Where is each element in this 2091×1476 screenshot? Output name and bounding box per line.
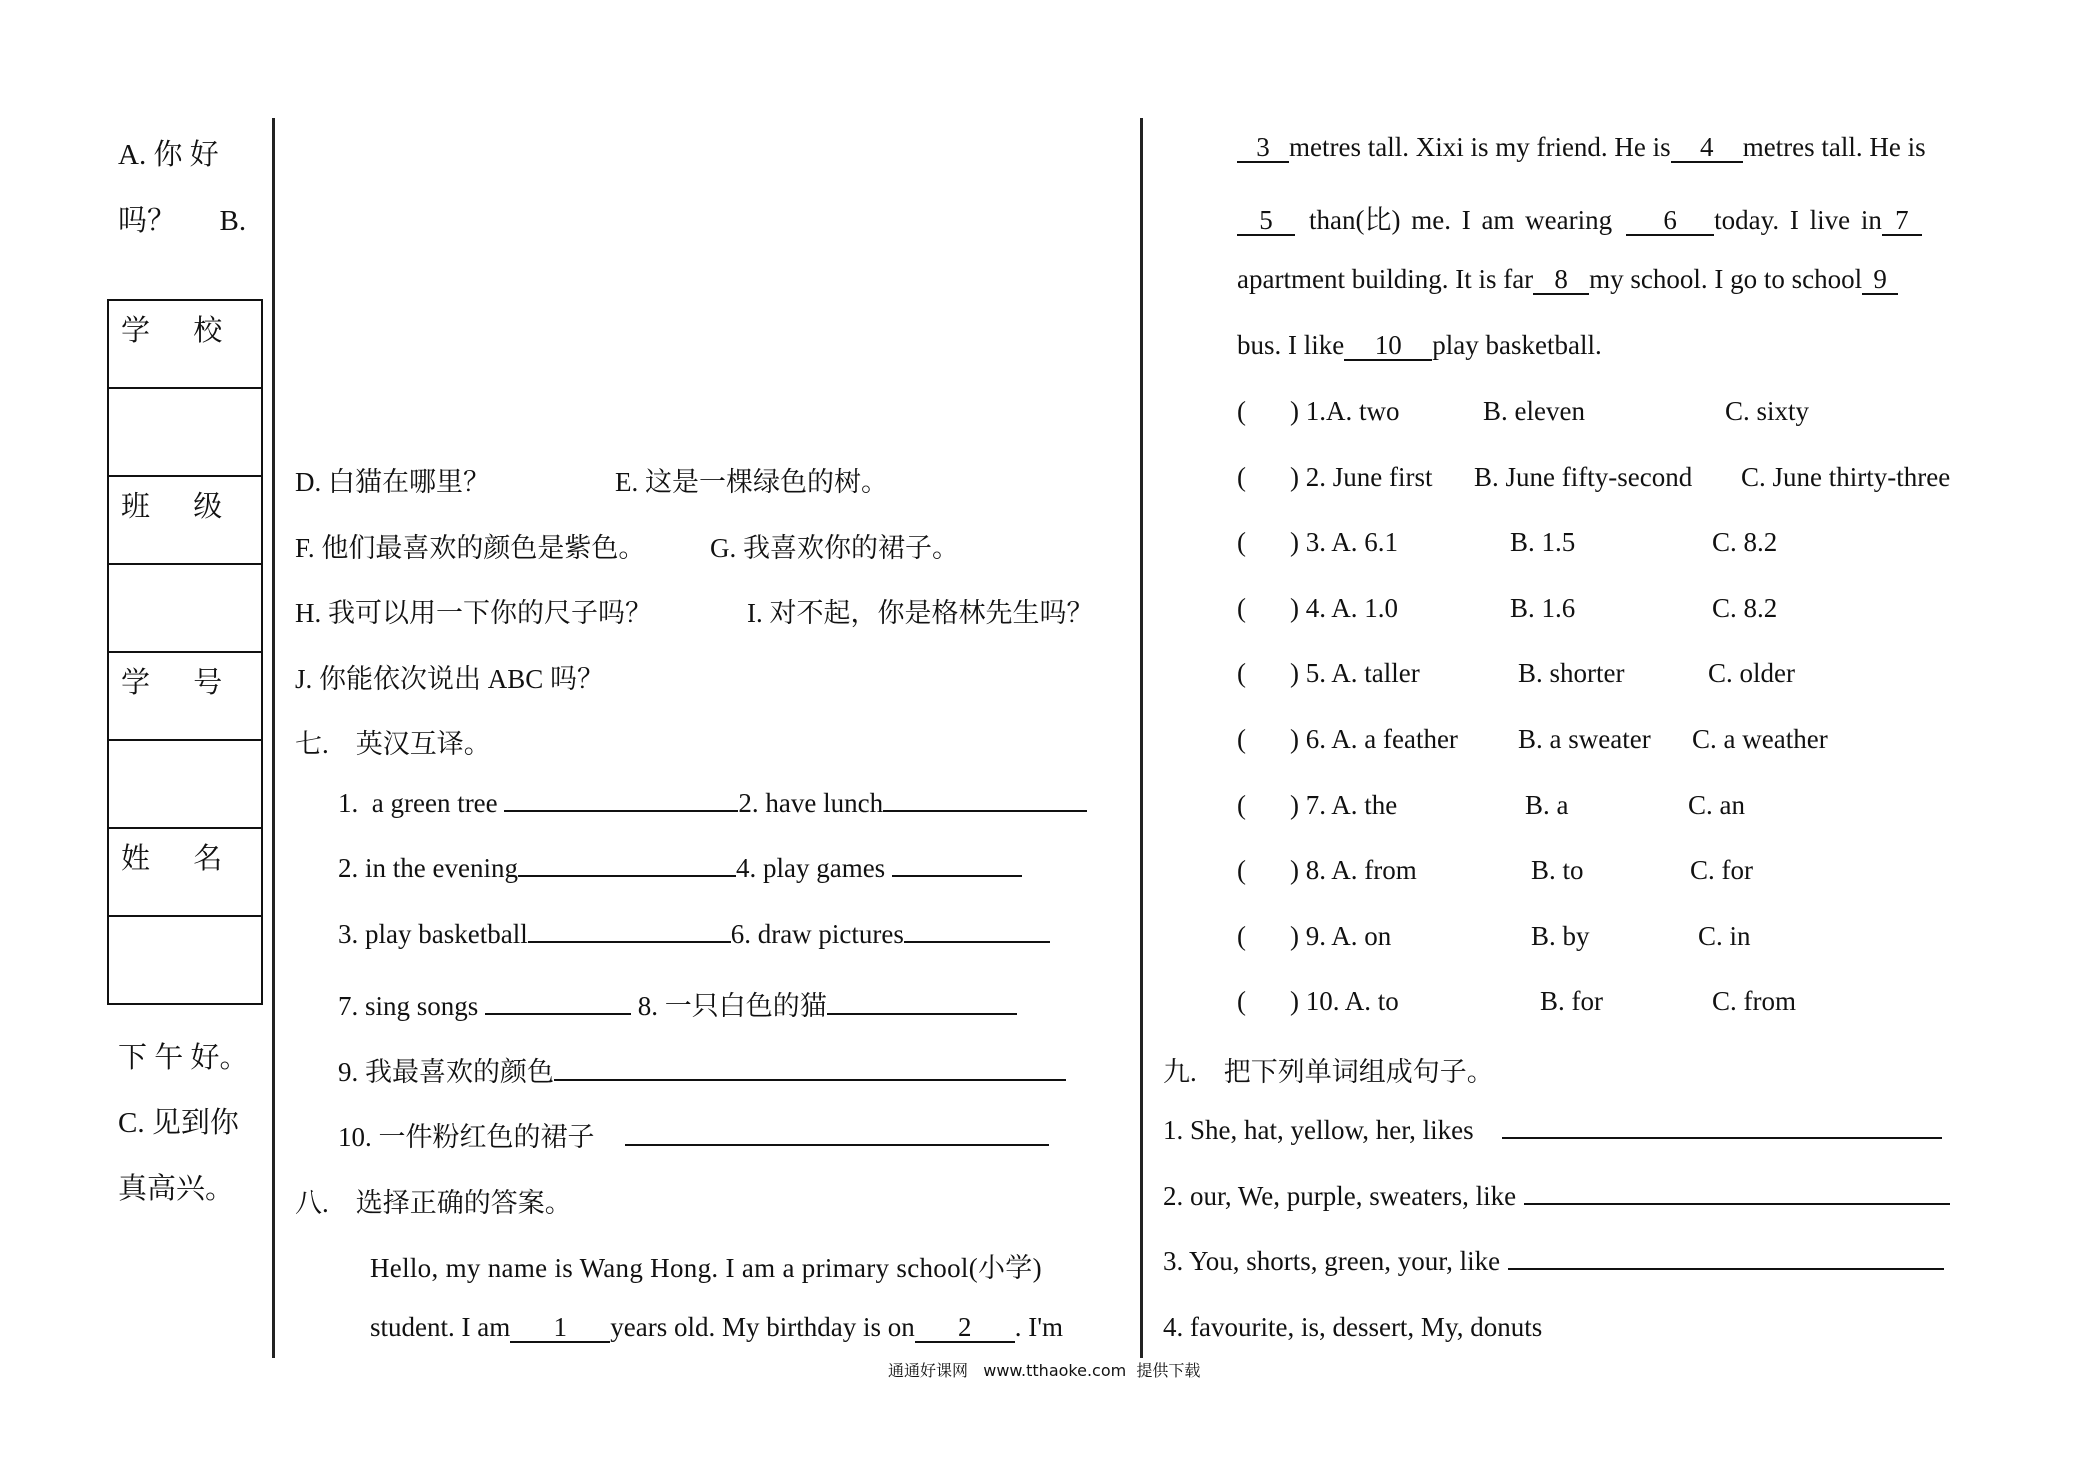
option-f: F. 他们最喜欢的颜色是紫色。 [295,533,646,563]
mcq-answer-paren[interactable]: ( [1237,658,1246,689]
cloze-blank-1[interactable]: 1 [510,1313,610,1343]
mcq-option-b: B. 1.5 [1510,527,1576,558]
cloze-blank-5[interactable]: 5 [1237,206,1295,236]
translate-7-text: 7. sing songs [338,991,486,1021]
passage-text: bus. I like [1237,330,1345,360]
mcq-option-c: C. 8.2 [1712,527,1778,558]
passage-text: apartment building. It is far [1237,264,1534,294]
translate-row-4 [338,984,1017,1023]
mcq-option-c: C. 8.2 [1712,592,1778,623]
mcq-option-c: C. a weather [1692,724,1828,754]
mcq-option-a: ) 7. A. the [1290,789,1398,820]
passage-line-1: Hello, my name is Wang Hong. I am a primary school(小学) [370,1253,1042,1283]
mcq-answer-paren[interactable]: ( [1237,724,1246,754]
sentence-2 [1163,1181,1950,1212]
cloze-blank-6[interactable]: 6 [1626,206,1714,236]
translate-row-2 [338,853,1022,884]
translate-5-text: 3. play basketball [338,919,528,949]
mcq-option-a: ) 2. June first [1290,461,1433,492]
left-divider-line [272,118,275,1358]
mcq-option-a: ) 10. A. to [1290,986,1399,1017]
student-id-field[interactable] [108,740,262,828]
mcq-option-a: ) 9. A. on [1290,920,1392,951]
passage-text: metres tall. He is [1742,132,1926,162]
mcq-option-b: B. a [1525,789,1569,820]
passage-line-3 [1237,132,1926,163]
spacer [631,991,638,1021]
option-h: H. 我可以用一下你的尺子吗？ [295,598,652,628]
mcq-option-a: ) 4. A. 1.0 [1290,592,1398,623]
mcq-answer-paren[interactable]: ( [1237,396,1246,426]
mcq-option-b: B. June fifty-second [1474,461,1693,492]
mcq-answer-paren[interactable]: ( [1237,592,1246,623]
mcq-option-a: ) 1.A. two [1290,396,1400,426]
left-top-line1: A. 你 好 [118,139,219,171]
translate-3-text: 2. in the evening [338,853,518,883]
answer-blank[interactable] [1502,1137,1942,1139]
cloze-blank-7[interactable]: 7 [1882,206,1922,236]
mcq-option-c: C. from [1712,986,1796,1017]
cloze-blank-10[interactable]: 10 [1344,331,1432,361]
passage-text: my school. I go to school [1589,264,1863,294]
translate-row-3 [338,919,1050,950]
name-field[interactable] [108,916,262,1004]
footer-credit: 通通好课网 www.tthaoke.com 提供下载 [888,1361,1201,1380]
left-bottom-line2: C. 见到你 [118,1107,239,1139]
mcq-answer-paren[interactable]: ( [1237,789,1246,820]
sentence-3 [1163,1246,1944,1277]
answer-blank[interactable] [1524,1203,1950,1205]
student-info-table [107,299,263,1005]
name-label: 姓 名 [108,828,262,916]
passage-text: years old. My birthday is on [610,1312,915,1342]
passage-text: student. I am [370,1312,511,1342]
mcq-option-b: B. 1.6 [1510,592,1576,623]
mcq-option-a: ) 5. A. taller [1290,658,1420,689]
mcq-option-c: C. older [1708,658,1795,689]
passage-line-2 [370,1312,1063,1343]
passage-text: . I'm [1014,1312,1064,1342]
passage-line-4 [1237,198,1922,237]
passage-text: today. I live in [1714,205,1882,235]
class-label: 班 级 [108,476,262,564]
answer-blank[interactable] [528,941,731,943]
translate-row-5 [338,1050,1066,1089]
option-e: E. 这是一棵绿色的树。 [615,467,888,497]
translate-8-text: 8. 一只白色的猫 [637,991,827,1021]
option-g: G. 我喜欢你的裙子。 [710,533,959,563]
translate-row-6 [338,1115,1049,1154]
translate-6-text: 6. draw pictures [730,919,904,949]
cloze-blank-9[interactable]: 9 [1862,265,1898,295]
mcq-answer-paren[interactable]: ( [1237,920,1246,951]
passage-text: play basketball. [1432,330,1602,360]
mcq-answer-paren[interactable]: ( [1237,461,1246,492]
mcq-option-b: B. eleven [1483,396,1585,426]
mcq-answer-paren[interactable]: ( [1237,855,1246,886]
answer-blank[interactable] [625,1144,1049,1146]
passage-line-6 [1237,330,1602,361]
answer-blank[interactable] [892,875,1022,877]
passage-text: than(比) me. I am wearing [1309,205,1613,235]
translate-1-text: 1. a green tree [338,788,505,818]
mcq-option-c: C. sixty [1725,396,1810,426]
translate-9-text: 9. 我最喜欢的颜色 [338,1057,554,1087]
cloze-blank-2[interactable]: 2 [915,1313,1015,1343]
mcq-option-c: C. an [1688,789,1745,820]
student-id-label: 学 号 [108,652,262,740]
school-label: 学 校 [108,300,262,388]
mcq-option-c: C. in [1698,920,1751,951]
translate-4-text: 4. play games [735,853,892,883]
left-bottom-line1: 下 午 好。 [118,1042,249,1074]
cloze-blank-4[interactable]: 4 [1671,133,1743,163]
answer-blank[interactable] [504,810,738,812]
option-j: J. 你能依次说出 ABC 吗？ [295,664,605,694]
sentence-words: 2. our, We, purple, sweaters, like [1163,1181,1517,1211]
option-i: I. 对不起，你是格林先生吗？ [747,598,1094,628]
answer-blank[interactable] [904,941,1050,943]
section-7-title: 七. 英汉互译。 [295,729,491,759]
mcq-option-a: ) 8. A. from [1290,855,1417,886]
class-field[interactable] [108,564,262,652]
sentence-4: 4. favourite, is, dessert, My, donuts [1163,1312,1543,1342]
mcq-option-a: ) 6. A. a feather [1290,724,1458,754]
mcq-option-a: ) 3. A. 6.1 [1290,527,1398,558]
mcq-option-b: B. shorter [1518,658,1625,689]
mcq-option-c: C. June thirty-three [1741,461,1951,492]
passage-line-5 [1237,264,1898,295]
mcq-option-c: C. for [1690,855,1753,886]
cloze-blank-3[interactable]: 3 [1237,133,1289,163]
answer-blank[interactable] [883,810,1087,812]
mcq-option-b: B. for [1540,986,1603,1017]
answer-blank[interactable] [1508,1268,1944,1270]
translate-row-1 [338,788,1087,819]
translate-2-text: 2. have lunch [738,788,884,818]
left-bottom-line3: 真高兴。 [118,1173,235,1205]
left-top-line2: 吗？ B. [118,205,247,237]
passage-text: metres tall. Xixi is my friend. He is [1289,132,1671,162]
sentence-1 [1163,1115,1942,1146]
mcq-option-b: B. by [1531,920,1590,951]
section-9-title: 九. 把下列单词组成句子。 [1163,1057,1494,1087]
answer-blank[interactable] [518,875,736,877]
center-divider-line [1140,118,1143,1358]
mcq-answer-paren[interactable]: ( [1237,986,1246,1017]
translate-10-text: 10. 一件粉红色的裙子 [338,1122,595,1152]
mcq-option-b: B. to [1531,855,1584,886]
option-d: D. 白猫在哪里？ [295,467,490,497]
section-8-title: 八. 选择正确的答案。 [295,1188,572,1218]
mcq-option-b: B. a sweater [1518,724,1651,754]
sentence-words: 1. She, hat, yellow, her, likes [1163,1115,1474,1145]
cloze-blank-8[interactable]: 8 [1533,265,1589,295]
mcq-answer-paren[interactable]: ( [1237,527,1246,558]
answer-blank[interactable] [827,1013,1017,1015]
answer-blank[interactable] [485,1013,631,1015]
sentence-words: 3. You, shorts, green, your, like [1163,1246,1501,1276]
school-field[interactable] [108,388,262,476]
answer-blank[interactable] [554,1079,1066,1081]
